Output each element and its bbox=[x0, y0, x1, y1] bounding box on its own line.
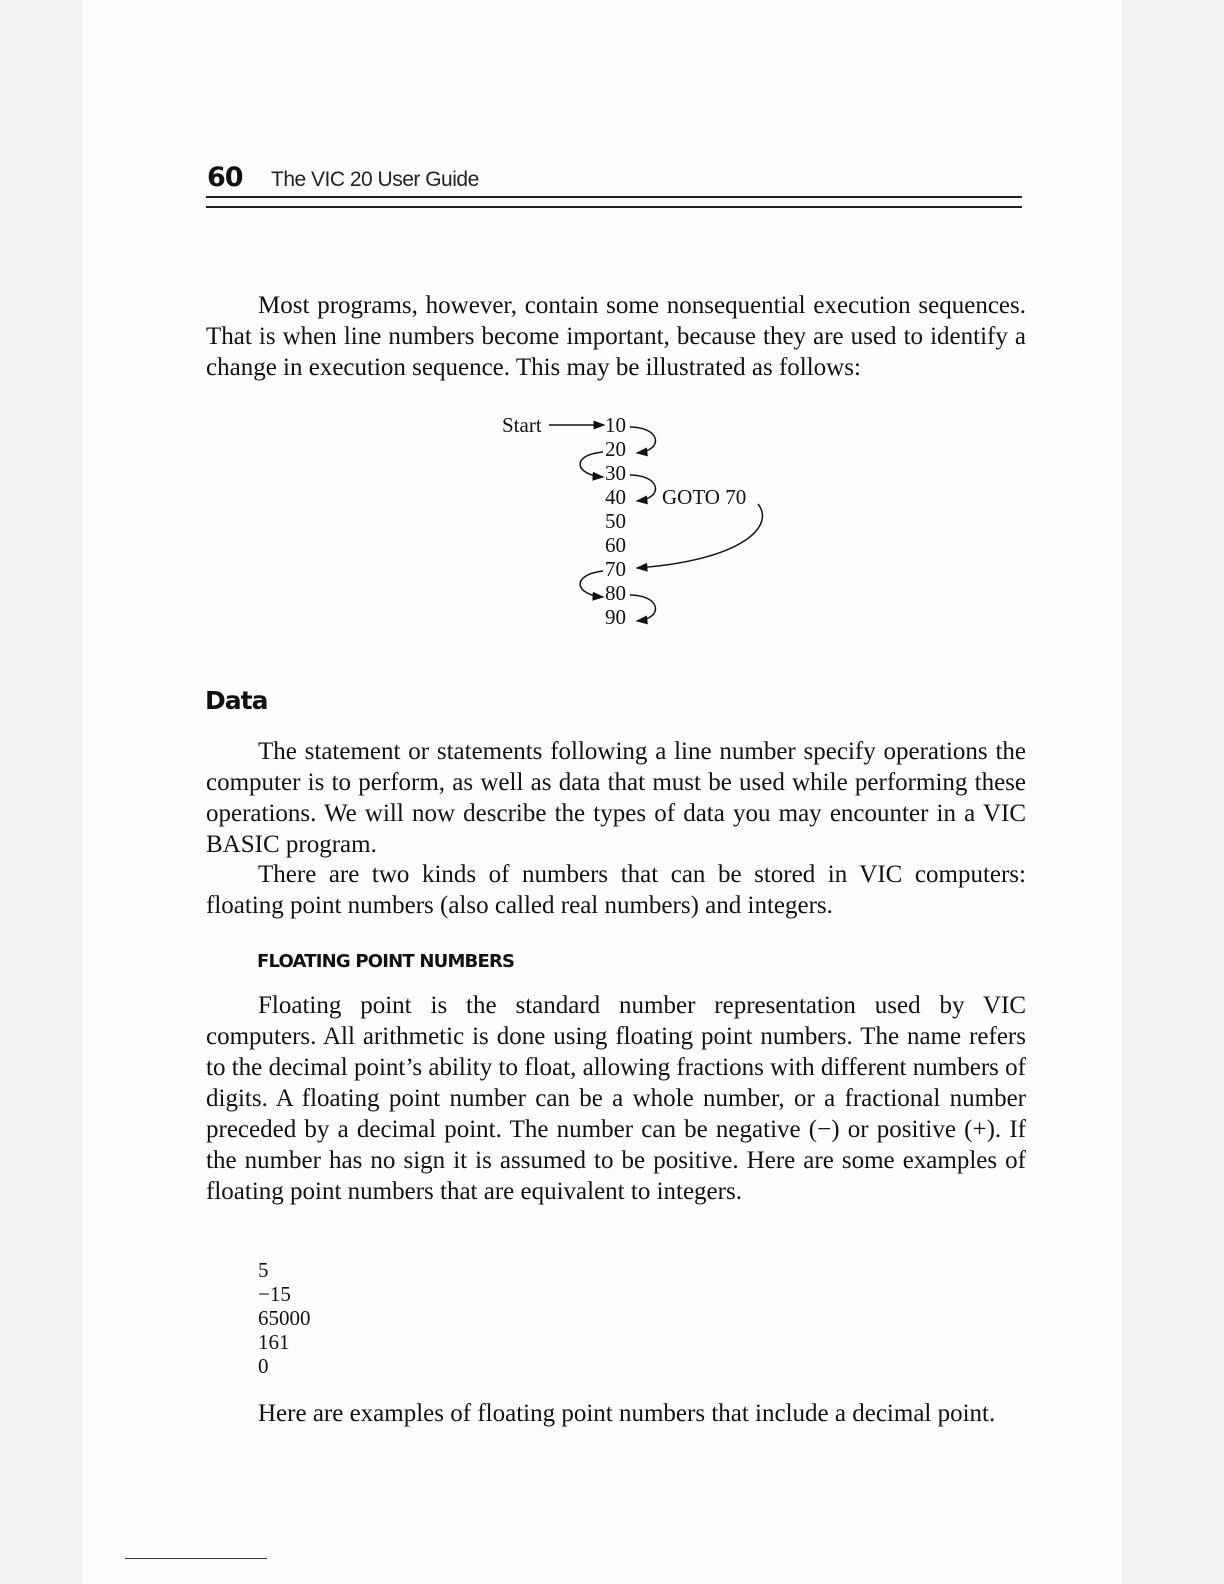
example-value: 161 bbox=[258, 1330, 290, 1354]
example-value: 65000 bbox=[258, 1306, 311, 1330]
section-heading-data: Data bbox=[205, 686, 268, 715]
integer-examples-list bbox=[258, 1258, 311, 1378]
subheading-floating-point: FLOATING POINT NUMBERS bbox=[257, 951, 515, 972]
intro-paragraph: Most programs, however, contain some nonsequential execution sequences. That is when line numbers become important, because they are used to identify a change in execution sequence. This may be illustrated as follows: bbox=[206, 292, 1026, 381]
arrow-80-to-90 bbox=[630, 595, 655, 621]
arrow-70-to-80 bbox=[580, 571, 603, 597]
closing-paragraph: Here are examples of floating point numbers that include a decimal point. bbox=[258, 1400, 996, 1427]
start-label: Start bbox=[502, 413, 542, 437]
floating-point-paragraph: Floating point is the standard number representation used by VIC computers. All arithmetic is done using floating point numbers. The name refers to the decimal point’s ability to float, allowing fractions with different numbers of digits. A floating point number can be a whole number, or a fractional number preceded by a decimal point. The number can be negative (−) or positive (+). If the number has no sign it is assumed to be positive. Here are some examples of floating point numbers that are equivalent to integers. bbox=[206, 992, 1026, 1205]
line-20: 20 bbox=[605, 437, 626, 461]
page-number: 60 bbox=[207, 162, 243, 193]
example-value: 5 bbox=[258, 1258, 269, 1282]
arrow-goto-70 bbox=[637, 504, 762, 568]
line-10: 10 bbox=[605, 413, 626, 437]
example-value: 0 bbox=[258, 1354, 269, 1378]
data-paragraph-1: The statement or statements following a line number specify operations the computer is to perform, as well as data that must be used while performing these operations. We will now describe the types of data you may encounter in a VIC BASIC program. bbox=[206, 738, 1026, 858]
arrow-10-to-20 bbox=[630, 427, 655, 453]
footer-rule bbox=[125, 1558, 267, 1559]
running-header-title: The VIC 20 User Guide bbox=[271, 168, 479, 191]
line-30: 30 bbox=[605, 461, 626, 485]
data-paragraph-2: There are two kinds of numbers that can be stored in VIC computers: floating point numbers (also called real numbers) and integers. bbox=[206, 861, 1026, 919]
line-80: 80 bbox=[605, 581, 626, 605]
line-60: 60 bbox=[605, 533, 626, 557]
line-90: 90 bbox=[605, 605, 626, 629]
line-50: 50 bbox=[605, 509, 626, 533]
line-40: 40 bbox=[605, 485, 626, 509]
line-70: 70 bbox=[605, 557, 626, 581]
goto-label: GOTO 70 bbox=[662, 485, 747, 509]
arrow-20-to-30 bbox=[580, 452, 603, 477]
arrow-30-to-40 bbox=[630, 475, 655, 501]
example-value: −15 bbox=[258, 1282, 291, 1306]
